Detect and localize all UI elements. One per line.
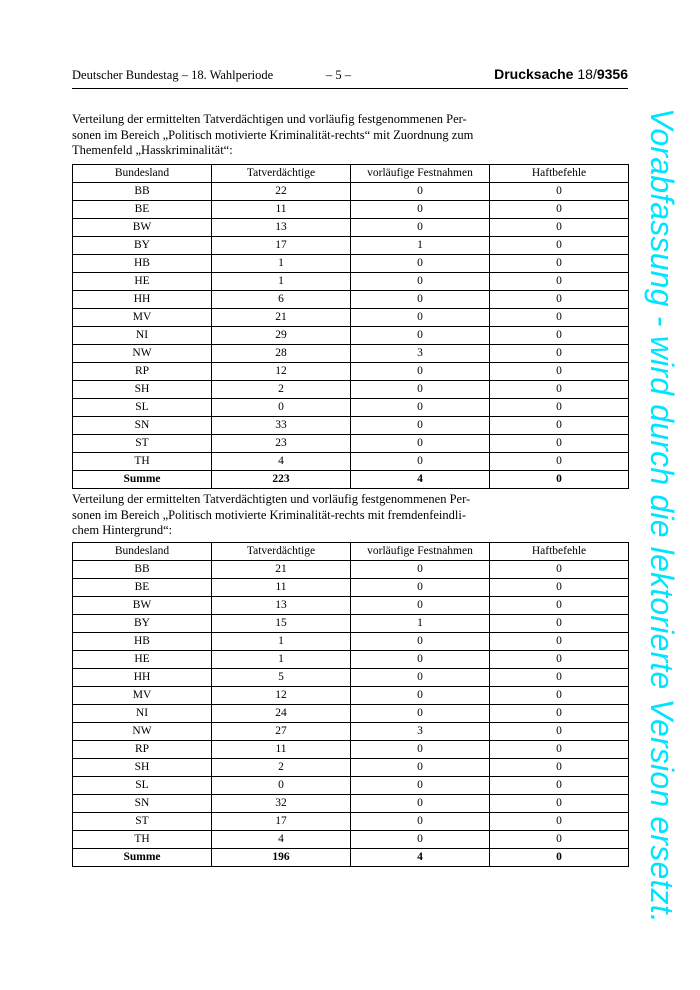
table-row (73, 219, 629, 237)
table-row (73, 417, 629, 435)
cell-haftbefehle: 0 (490, 237, 629, 255)
cell-haftbefehle: 0 (490, 381, 629, 399)
cell-haftbefehle: 0 (490, 417, 629, 435)
sum-row (73, 849, 629, 867)
table-row (73, 363, 629, 381)
cell-haftbefehle: 0 (490, 741, 629, 759)
cell-festnahmen: 0 (351, 831, 490, 849)
cell-haftbefehle: 0 (490, 327, 629, 345)
cell-bundesland: SL (73, 777, 212, 795)
cell-tatverdaechtige: 32 (212, 795, 351, 813)
sum-festnahmen: 4 (351, 471, 490, 489)
table-row (73, 831, 629, 849)
table-row (73, 561, 629, 579)
section1-intro-line: Verteilung der ermittelten Tatverdächtigen und vorläufig festgenommenen Per- (72, 112, 467, 126)
cell-bundesland: RP (73, 741, 212, 759)
sum-haftbefehle: 0 (490, 471, 629, 489)
cell-festnahmen: 0 (351, 399, 490, 417)
header-publication: Deutscher Bundestag – 18. Wahlperiode (72, 68, 274, 82)
sum-tatverdaechtige: 196 (212, 849, 351, 867)
page-header (72, 66, 628, 89)
cell-tatverdaechtige: 29 (212, 327, 351, 345)
cell-bundesland: ST (73, 813, 212, 831)
table-row (73, 381, 629, 399)
cell-haftbefehle: 0 (490, 723, 629, 741)
table-row (73, 597, 629, 615)
cell-bundesland: HH (73, 669, 212, 687)
column-header-tatverdaechtige: Tatverdächtige (212, 543, 351, 561)
cell-bundesland: HB (73, 633, 212, 651)
cell-haftbefehle: 0 (490, 219, 629, 237)
cell-tatverdaechtige: 13 (212, 597, 351, 615)
sum-row (73, 471, 629, 489)
cell-festnahmen: 0 (351, 417, 490, 435)
table-row (73, 183, 629, 201)
cell-festnahmen: 0 (351, 687, 490, 705)
sum-label: Summe (73, 471, 212, 489)
cell-festnahmen: 0 (351, 309, 490, 327)
cell-festnahmen: 0 (351, 291, 490, 309)
cell-bundesland: NI (73, 327, 212, 345)
cell-haftbefehle: 0 (490, 651, 629, 669)
column-header-bundesland: Bundesland (73, 165, 212, 183)
cell-haftbefehle: 0 (490, 345, 629, 363)
section1-intro-line: Themenfeld „Hasskriminalität“: (72, 143, 233, 157)
cell-tatverdaechtige: 1 (212, 255, 351, 273)
sum-tatverdaechtige: 223 (212, 471, 351, 489)
cell-bundesland: BY (73, 237, 212, 255)
column-header-tatverdaechtige: Tatverdächtige (212, 165, 351, 183)
cell-festnahmen: 0 (351, 453, 490, 471)
cell-festnahmen: 0 (351, 183, 490, 201)
cell-tatverdaechtige: 27 (212, 723, 351, 741)
cell-festnahmen: 0 (351, 435, 490, 453)
column-header-festnahmen: vorläufige Festnahmen (351, 165, 490, 183)
cell-haftbefehle: 0 (490, 687, 629, 705)
cell-haftbefehle: 0 (490, 597, 629, 615)
cell-festnahmen: 0 (351, 759, 490, 777)
cell-tatverdaechtige: 1 (212, 273, 351, 291)
cell-tatverdaechtige: 1 (212, 651, 351, 669)
cell-tatverdaechtige: 33 (212, 417, 351, 435)
cell-bundesland: HE (73, 273, 212, 291)
cell-tatverdaechtige: 28 (212, 345, 351, 363)
cell-haftbefehle: 0 (490, 795, 629, 813)
section1-intro (72, 112, 484, 159)
cell-haftbefehle: 0 (490, 309, 629, 327)
column-header-haftbefehle: Haftbefehle (490, 165, 629, 183)
column-header-haftbefehle: Haftbefehle (490, 543, 629, 561)
cell-festnahmen: 0 (351, 651, 490, 669)
section2-intro (72, 492, 484, 539)
cell-bundesland: MV (73, 309, 212, 327)
cell-festnahmen: 3 (351, 723, 490, 741)
table-row (73, 615, 629, 633)
header-number-bold: 9356 (596, 66, 628, 82)
cell-haftbefehle: 0 (490, 201, 629, 219)
section2-intro-line: chem Hintergrund“: (72, 523, 173, 537)
cell-bundesland: BB (73, 561, 212, 579)
cell-haftbefehle: 0 (490, 255, 629, 273)
cell-haftbefehle: 0 (490, 615, 629, 633)
table-header-row (73, 165, 629, 183)
table-row (73, 201, 629, 219)
cell-bundesland: MV (73, 687, 212, 705)
cell-bundesland: TH (73, 453, 212, 471)
cell-haftbefehle: 0 (490, 633, 629, 651)
cell-bundesland: HE (73, 651, 212, 669)
cell-haftbefehle: 0 (490, 273, 629, 291)
cell-haftbefehle: 0 (490, 399, 629, 417)
cell-tatverdaechtige: 5 (212, 669, 351, 687)
cell-tatverdaechtige: 12 (212, 363, 351, 381)
table-header-row (73, 543, 629, 561)
cell-haftbefehle: 0 (490, 453, 629, 471)
cell-bundesland: ST (73, 435, 212, 453)
cell-bundesland: SL (73, 399, 212, 417)
header-number-plain: 18/ (577, 66, 597, 82)
cell-festnahmen: 1 (351, 615, 490, 633)
cell-festnahmen: 0 (351, 255, 490, 273)
table-row (73, 579, 629, 597)
cell-festnahmen: 0 (351, 795, 490, 813)
column-header-bundesland: Bundesland (73, 543, 212, 561)
cell-bundesland: SN (73, 417, 212, 435)
cell-tatverdaechtige: 0 (212, 777, 351, 795)
cell-bundesland: BE (73, 201, 212, 219)
cell-festnahmen: 0 (351, 561, 490, 579)
cell-festnahmen: 0 (351, 705, 490, 723)
cell-tatverdaechtige: 11 (212, 741, 351, 759)
cell-haftbefehle: 0 (490, 831, 629, 849)
cell-bundesland: BE (73, 579, 212, 597)
cell-bundesland: RP (73, 363, 212, 381)
cell-tatverdaechtige: 2 (212, 759, 351, 777)
section1-intro-line: sonen im Bereich „Politisch motivierte Kriminalität-rechts“ mit Zuordnung zum (72, 127, 474, 142)
table-row (73, 777, 629, 795)
table-row (73, 453, 629, 471)
cell-festnahmen: 1 (351, 237, 490, 255)
column-header-festnahmen: vorläufige Festnahmen (351, 543, 490, 561)
cell-bundesland: BY (73, 615, 212, 633)
cell-tatverdaechtige: 15 (212, 615, 351, 633)
cell-bundesland: SH (73, 381, 212, 399)
cell-tatverdaechtige: 17 (212, 237, 351, 255)
cell-haftbefehle: 0 (490, 813, 629, 831)
fremdenfeindlich-table (72, 542, 629, 867)
cell-haftbefehle: 0 (490, 291, 629, 309)
cell-bundesland: BW (73, 597, 212, 615)
cell-festnahmen: 0 (351, 579, 490, 597)
cell-festnahmen: 0 (351, 777, 490, 795)
table-row (73, 255, 629, 273)
cell-festnahmen: 0 (351, 273, 490, 291)
cell-tatverdaechtige: 23 (212, 435, 351, 453)
cell-festnahmen: 0 (351, 327, 490, 345)
cell-tatverdaechtige: 21 (212, 309, 351, 327)
cell-bundesland: SH (73, 759, 212, 777)
sum-festnahmen: 4 (351, 849, 490, 867)
table-row (73, 651, 629, 669)
cell-bundesland: HH (73, 291, 212, 309)
cell-tatverdaechtige: 12 (212, 687, 351, 705)
page-number: – 5 – (326, 68, 351, 82)
cell-bundesland: NW (73, 345, 212, 363)
cell-bundesland: HB (73, 255, 212, 273)
cell-haftbefehle: 0 (490, 759, 629, 777)
table-row (73, 309, 629, 327)
sum-haftbefehle: 0 (490, 849, 629, 867)
hasskriminalitaet-table (72, 164, 629, 489)
table-row (73, 435, 629, 453)
table-row (73, 795, 629, 813)
cell-tatverdaechtige: 22 (212, 183, 351, 201)
cell-festnahmen: 0 (351, 219, 490, 237)
table-row (73, 291, 629, 309)
cell-haftbefehle: 0 (490, 777, 629, 795)
cell-tatverdaechtige: 11 (212, 579, 351, 597)
cell-tatverdaechtige: 6 (212, 291, 351, 309)
cell-bundesland: NI (73, 705, 212, 723)
table-row (73, 345, 629, 363)
header-document-number (494, 66, 628, 82)
table-row (73, 813, 629, 831)
cell-festnahmen: 0 (351, 381, 490, 399)
table-row (73, 273, 629, 291)
cell-haftbefehle: 0 (490, 669, 629, 687)
cell-tatverdaechtige: 11 (212, 201, 351, 219)
cell-haftbefehle: 0 (490, 363, 629, 381)
cell-tatverdaechtige: 1 (212, 633, 351, 651)
cell-tatverdaechtige: 4 (212, 453, 351, 471)
cell-haftbefehle: 0 (490, 561, 629, 579)
cell-tatverdaechtige: 17 (212, 813, 351, 831)
draft-watermark (638, 108, 680, 923)
cell-bundesland: TH (73, 831, 212, 849)
section2-intro-line: sonen im Bereich „Politisch motivierte Kriminalität-rechts mit fremdenfeindli- (72, 507, 466, 522)
cell-tatverdaechtige: 0 (212, 399, 351, 417)
table-row (73, 399, 629, 417)
cell-festnahmen: 0 (351, 741, 490, 759)
cell-tatverdaechtige: 13 (212, 219, 351, 237)
header-drucksache-label: Drucksache (494, 66, 574, 82)
cell-festnahmen: 0 (351, 633, 490, 651)
cell-tatverdaechtige: 21 (212, 561, 351, 579)
cell-bundesland: NW (73, 723, 212, 741)
table-row (73, 633, 629, 651)
cell-festnahmen: 0 (351, 597, 490, 615)
table-row (73, 741, 629, 759)
cell-tatverdaechtige: 2 (212, 381, 351, 399)
cell-tatverdaechtige: 24 (212, 705, 351, 723)
table-row (73, 759, 629, 777)
cell-tatverdaechtige: 4 (212, 831, 351, 849)
cell-festnahmen: 3 (351, 345, 490, 363)
table-row (73, 687, 629, 705)
cell-festnahmen: 0 (351, 363, 490, 381)
cell-haftbefehle: 0 (490, 183, 629, 201)
cell-haftbefehle: 0 (490, 435, 629, 453)
sum-label: Summe (73, 849, 212, 867)
table-row (73, 237, 629, 255)
cell-festnahmen: 0 (351, 201, 490, 219)
table-row (73, 723, 629, 741)
cell-festnahmen: 0 (351, 669, 490, 687)
cell-haftbefehle: 0 (490, 705, 629, 723)
section2-intro-line: Verteilung der ermittelten Tatverdächtigten und vorläufig festgenommenen Per- (72, 492, 471, 506)
cell-festnahmen: 0 (351, 813, 490, 831)
table-row (73, 327, 629, 345)
watermark-text: Vorabfassung - wird durch die lektorierte Version ersetzt. (644, 108, 680, 923)
table-row (73, 705, 629, 723)
cell-haftbefehle: 0 (490, 579, 629, 597)
cell-bundesland: SN (73, 795, 212, 813)
cell-bundesland: BW (73, 219, 212, 237)
cell-bundesland: BB (73, 183, 212, 201)
table-row (73, 669, 629, 687)
